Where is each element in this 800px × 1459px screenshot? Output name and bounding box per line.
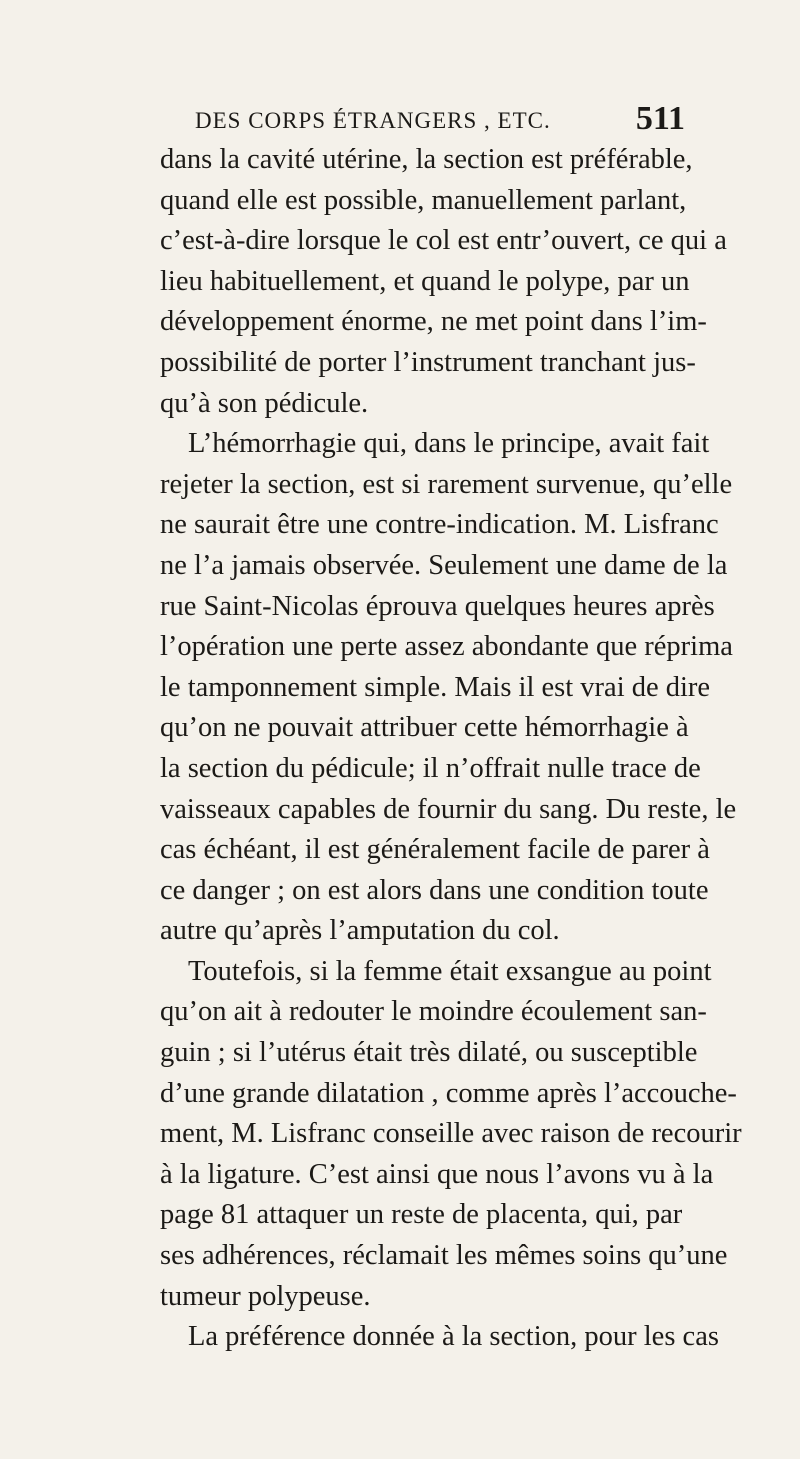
body-text xyxy=(160,140,742,1358)
page-number: 511 xyxy=(635,100,685,137)
text-line: rue Saint-Nicolas éprouva quelques heures après xyxy=(160,590,715,622)
text-line: cas échéant, il est généralement facile de parer à xyxy=(160,834,710,866)
text-line: ment, M. Lisfranc conseille avec raison de recourir xyxy=(160,1118,742,1150)
text-line: qu’on ait à redouter le moindre écoulement san- xyxy=(160,996,707,1028)
text-line: lieu habituellement, et quand le polype, par un xyxy=(160,265,690,297)
text-line: la section du pédicule; il n’offrait nulle trace de xyxy=(160,752,701,784)
text-line: page 81 attaquer un reste de placenta, qui, par xyxy=(160,1199,683,1231)
text-line: développement énorme, ne met point dans l’im- xyxy=(160,306,707,338)
text-line: qu’à son pédicule. xyxy=(160,387,369,419)
page-header xyxy=(195,100,685,140)
text-line: ses adhérences, réclamait les mêmes soins qu’une xyxy=(160,1240,728,1272)
text-line: le tamponnement simple. Mais il est vrai de dire xyxy=(160,671,711,703)
text-line: possibilité de porter l’instrument tranchant jus- xyxy=(160,346,696,378)
text-line: c’est-à-dire lorsque le col est entr’ouvert, ce qui a xyxy=(160,225,727,257)
paragraph-start: Toutefois, si la femme était exsangue au point xyxy=(188,955,712,987)
running-head: DES CORPS ÉTRANGERS , ETC. xyxy=(195,108,551,133)
paragraph-start: La préférence donnée à la section, pour les cas xyxy=(188,1321,719,1353)
text-line: guin ; si l’utérus était très dilaté, ou susceptible xyxy=(160,1037,698,1069)
text-line: tumeur polypeuse. xyxy=(160,1280,371,1312)
text-line: vaisseaux capables de fournir du sang. Du reste, le xyxy=(160,793,737,825)
text-line: à la ligature. C’est ainsi que nous l’avons vu à la xyxy=(160,1158,714,1190)
text-line: ce danger ; on est alors dans une condition toute xyxy=(160,874,709,906)
paragraph-start: L’hémorrhagie qui, dans le principe, avait fait xyxy=(188,428,710,460)
text-line: d’une grande dilatation , comme après l’accouche- xyxy=(160,1077,737,1109)
text-line: ne l’a jamais observée. Seulement une dame de la xyxy=(160,549,728,581)
text-line: dans la cavité utérine, la section est préférable, xyxy=(160,144,693,175)
text-line: autre qu’après l’amputation du col. xyxy=(160,915,560,947)
text-line: l’opération une perte assez abondante que réprima xyxy=(160,631,733,663)
text-line: qu’on ne pouvait attribuer cette hémorrhagie à xyxy=(160,712,689,744)
text-line: ne saurait être une contre-indication. M. Lisfranc xyxy=(160,509,719,541)
text-line: rejeter la section, est si rarement survenue, qu’elle xyxy=(160,468,733,500)
text-line: quand elle est possible, manuellement parlant, xyxy=(160,184,687,216)
